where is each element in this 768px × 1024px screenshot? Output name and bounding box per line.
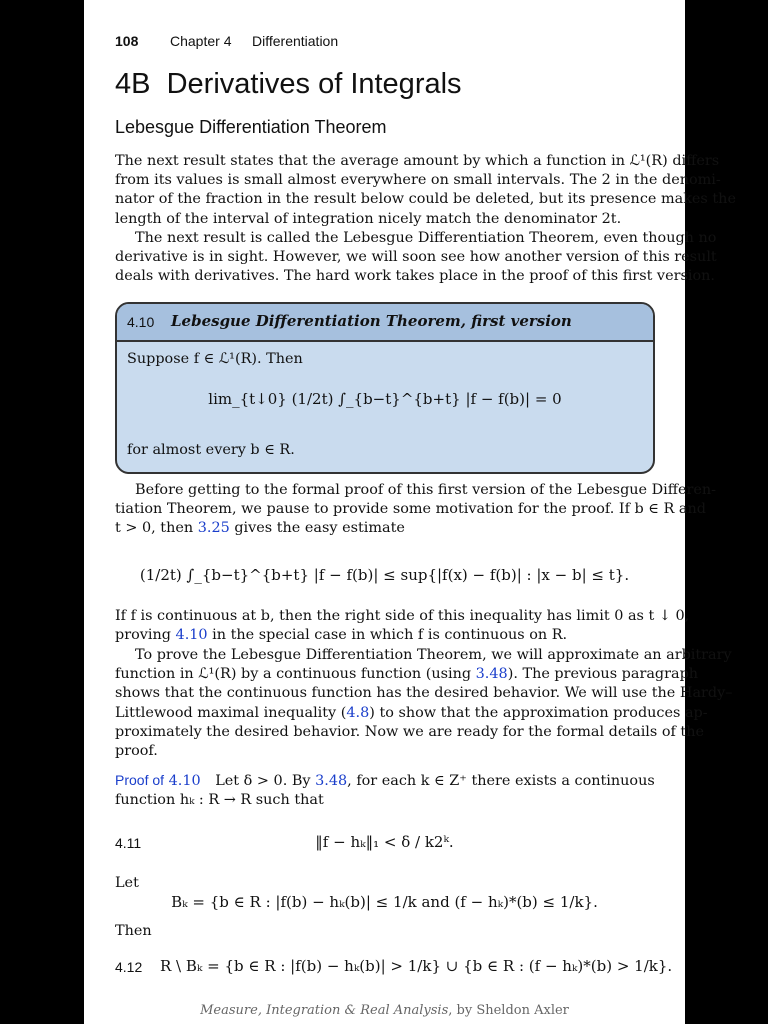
motivation-paragraph: Before getting to the formal proof of this first version of the Lebesgue Differen- tiation Theorem, we pause to provide some motivation for the proof. If b ∈ R and t > 0, then 3.25 gives the easy estimate [115,482,717,537]
footer-book-title: Measure, Integration & Real Analysis [200,1003,449,1018]
equation-number-4-11: 4.11 [115,835,142,851]
theorem-number: 4.10 [127,314,155,330]
footer-author: , by Sheldon Axler [448,1003,569,1018]
intro-paragraph-2: The next result is called the Lebesgue Differentiation Theorem, even though no derivative is in sight. However, we will soon see how another version of this result deals with derivatives. The hard work takes place in the proof of this first version. [115,230,717,285]
equation-4-11: ‖f − hₖ‖₁ < δ / k2ᵏ. [315,833,454,851]
page-footer [84,1003,685,1018]
ref-link-3-48[interactable]: 3.48 [475,666,508,683]
proof-label: Proof of [115,772,165,788]
section-title: 4B Derivatives of Integrals [115,68,462,100]
then-text: Then [115,923,152,939]
easy-estimate-formula: (1/2t) ∫_{b−t}^{b+t} |f − f(b)| ≤ sup{|f(x) − f(b)| : |x − b| ≤ t}. [139,566,630,584]
intro-paragraph-1: The next result states that the average amount by which a function in ℒ¹(R) differs from its values is small almost everywhere on small intervals. The 2 in the denomi- nator of the fraction in the result below could be deleted, but its presence makes the length of the interval of integration nicely match the denominator 2t. [115,153,736,227]
equation-4-12: R \ Bₖ = {b ∈ R : |f(b) − hₖ(b)| > 1/k} ∪ {b ∈ R : (f − hₖ)*(b) > 1/k}. [160,957,673,975]
ref-link-3-25[interactable]: 3.25 [197,520,230,537]
running-chapter-title: Differentiation [252,33,339,49]
theorem-box [115,302,655,474]
equation-number-4-12: 4.12 [115,959,143,975]
proof-ref-link-3-48[interactable]: 3.48 [315,773,348,789]
continuous-case-paragraph: If f is continuous at b, then the right side of this inequality has limit 0 as t ↓ 0, proving 4.10 in the special case in which f is continuous on R. [115,608,690,644]
theorem-conclusion: for almost every b ∈ R. [127,442,295,458]
proof-ref-link-4-10[interactable]: 4.10 [168,773,201,789]
proof-paragraph: Proof of 4.10 Let δ > 0. By 3.48, for each k ∈ Z⁺ there exists a continuous function hₖ : R → R such that [115,772,655,809]
theorem-statement: Suppose f ∈ ℒ¹(R). Then [127,351,303,367]
ref-link-4-10[interactable]: 4.10 [175,627,208,644]
strategy-paragraph: To prove the Lebesgue Differentiation Theorem, we will approximate an arbitrary function in ℒ¹(R) by a continuous function (using 3.48). The previous paragraph shows that the continuous function has the desired behavior. We will use the Hardy– Littlewood maximal inequality (4.8) to show that the approximation produces ap- proximately the desired behavior. Now we are ready for the formal details of the proof. [115,647,733,760]
ref-link-4-8[interactable]: 4.8 [346,704,370,721]
subsection-title: Lebesgue Differentiation Theorem [115,117,387,137]
running-chapter: Chapter 4 [170,33,232,49]
theorem-formula: lim_{t↓0} (1/2t) ∫_{b−t}^{b+t} |f − f(b)| = 0 [208,390,562,408]
book-page [84,0,736,1024]
let-text: Let [115,875,139,891]
b-k-definition: Bₖ = {b ∈ R : |f(b) − hₖ(b)| ≤ 1/k and (f − hₖ)*(b) ≤ 1/k}. [171,893,598,911]
theorem-header [117,304,653,342]
page-number: 108 [115,33,139,49]
theorem-title: Lebesgue Differentiation Theorem, first version [171,312,572,330]
